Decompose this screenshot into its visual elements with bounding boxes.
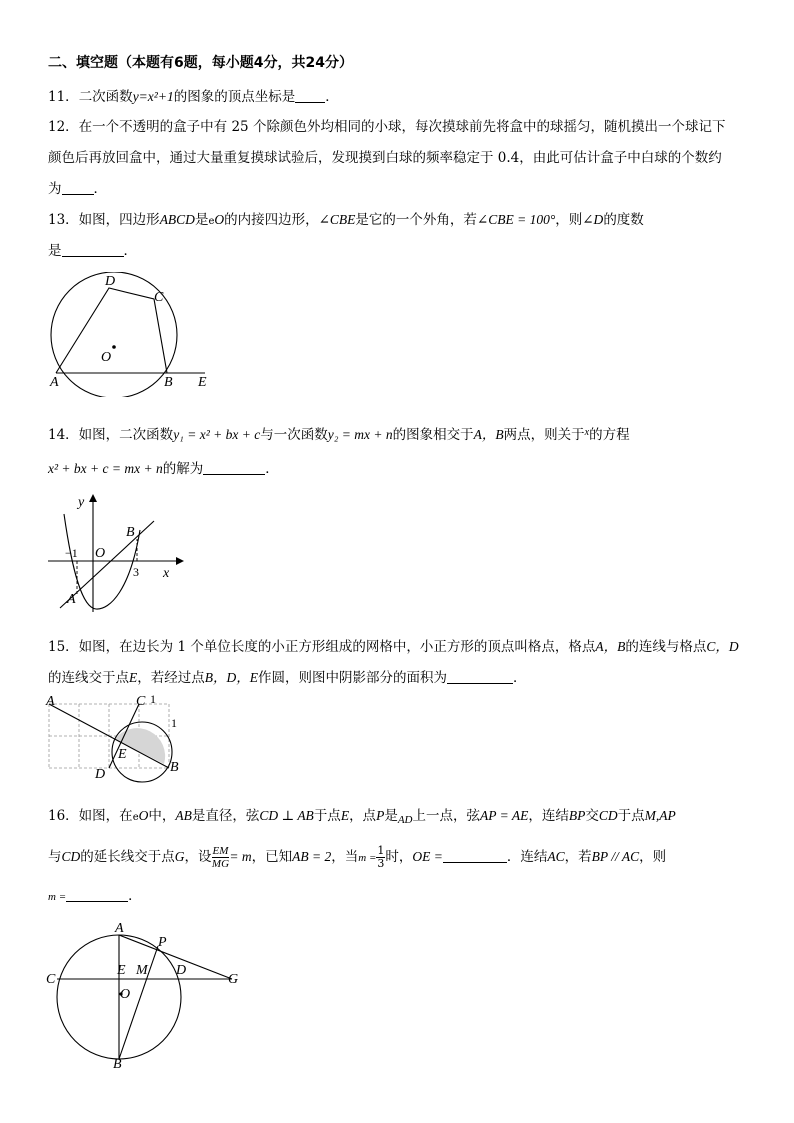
q16-oe: OE = xyxy=(412,849,443,864)
q13-angle-value: ∠CBE = 100° xyxy=(476,212,556,227)
q16-ab-value: AB = 2 xyxy=(292,849,332,864)
q13-line-2 xyxy=(48,241,137,261)
unit-label-right: 1 xyxy=(171,716,177,730)
question-11 xyxy=(48,87,339,107)
q15-figure xyxy=(44,692,194,784)
answer-blank[interactable] xyxy=(62,180,94,195)
q16-end: ． xyxy=(128,888,142,904)
point-label-d: D xyxy=(176,963,187,978)
q13-text: 13．如图，四边形 xyxy=(48,212,160,228)
point-label-a: A xyxy=(115,921,124,936)
q13-text: 是 xyxy=(194,212,209,228)
q16-line-3 xyxy=(48,886,142,907)
answer-blank[interactable] xyxy=(62,242,124,257)
q13-line-1 xyxy=(48,210,644,232)
q16-text: 是 xyxy=(384,808,398,824)
point-label-g: G xyxy=(228,972,239,987)
q15-points-cd: C，D xyxy=(706,639,739,654)
point-label-c: C xyxy=(136,694,146,709)
q16-line-2 xyxy=(48,844,666,871)
answer-blank[interactable] xyxy=(203,460,265,475)
q16-text: 于点 xyxy=(313,808,341,824)
q15-end: ． xyxy=(513,670,527,686)
q15-text: ，若经过点 xyxy=(137,670,205,686)
q13-text: 是 xyxy=(48,243,62,259)
q15-line-1 xyxy=(48,637,739,657)
point-label-d: D xyxy=(95,767,106,782)
origin-label: O xyxy=(95,546,106,561)
q13-o: O xyxy=(214,212,225,227)
answer-blank[interactable] xyxy=(295,88,325,103)
q14-text: 与一次函数 xyxy=(260,427,328,443)
q14-linear: y₂ = mx + n xyxy=(327,427,393,442)
q12-text: 为 xyxy=(48,181,62,197)
circle-symbol: e xyxy=(208,216,215,227)
point-label-b: B xyxy=(170,760,179,775)
circle-symbol: e xyxy=(132,812,139,823)
q13-text: ，则 xyxy=(555,212,583,228)
q12-line-2: 颜色后再放回盒中，通过大量重复摸球试验后，发现摸到白球的频率稳定于 0.4，由此可估计盒子中白球的个数约 xyxy=(48,150,722,166)
q16-text: 于点 xyxy=(617,808,645,824)
point-label-o: O xyxy=(120,987,131,1002)
q16-text: 是直径，弦 xyxy=(191,808,260,824)
answer-blank[interactable] xyxy=(443,848,507,863)
point-label-b: B xyxy=(164,375,173,390)
q11-text: 二次函数 xyxy=(78,89,133,105)
q14-text: 的解为 xyxy=(162,461,204,477)
tick-label-three: 3 xyxy=(133,565,139,579)
q15-text: 15．如图，在边长为 1 个单位长度的小正方形组成的网格中，小正方形的顶点叫格点，格点 xyxy=(48,639,596,655)
q16-cd: CD xyxy=(598,808,618,823)
q12-end: ． xyxy=(93,181,107,197)
q14-line-2 xyxy=(48,459,279,479)
q16-text: 时， xyxy=(385,849,413,865)
q16-text: 中， xyxy=(148,808,176,824)
q11-end: ． xyxy=(325,89,339,105)
q16-text: 16．如图，在 xyxy=(48,808,133,824)
q14-end: ． xyxy=(265,461,279,477)
q16-text: ，点 xyxy=(349,808,377,824)
q12-line-3 xyxy=(48,179,107,199)
fraction-denominator: 3 xyxy=(377,857,385,870)
q13-figure xyxy=(40,272,230,397)
tick-label-minus-one: −1 xyxy=(65,546,78,560)
axis-label-y: y xyxy=(78,495,85,510)
q13-quad: ABCD xyxy=(159,212,195,227)
q15-text: 作圆，则图中阴影部分的面积为 xyxy=(258,670,447,686)
fraction-numerator: 1 xyxy=(377,844,385,857)
q13-angle-d: ∠D xyxy=(582,212,604,227)
q16-text: ，已知 xyxy=(251,849,293,865)
q12-line-1: 12．在一个不透明的盒子中有 25 个除颜色外均相同的小球，每次摸球前先将盒中的球摇匀，随机摸出一个球记下 xyxy=(48,119,726,135)
answer-blank[interactable] xyxy=(66,887,128,902)
point-label-p: P xyxy=(158,935,167,950)
axis-label-x: x xyxy=(163,566,170,581)
point-label-a: A xyxy=(67,592,76,607)
q16-line-1 xyxy=(48,806,676,830)
point-label-m: M xyxy=(136,963,148,978)
answer-blank[interactable] xyxy=(447,669,513,684)
q15-points-ab: A，B xyxy=(595,639,626,654)
q16-text: ，设 xyxy=(184,849,212,865)
q16-figure xyxy=(42,920,252,1070)
point-label-c: C xyxy=(46,972,56,987)
point-label-o: O xyxy=(101,350,112,365)
q14-text: 的方程 xyxy=(589,427,630,443)
q14-text: 的图象相交于 xyxy=(392,427,474,443)
q15-points-bde: B，D，E xyxy=(204,670,258,685)
point-label-e: E xyxy=(118,747,127,762)
q16-cd: CD xyxy=(61,849,81,864)
q11-text-2: 的图象的顶点坐标是 xyxy=(173,89,296,105)
q16-m-eq: m = xyxy=(358,852,377,864)
q15-line-2 xyxy=(48,668,527,688)
q16-text: ，若 xyxy=(564,849,592,865)
unit-label-top: 1 xyxy=(150,692,156,706)
q13-text: 的内接四边形， xyxy=(224,212,319,228)
q16-eq-m: = m xyxy=(229,849,252,864)
q16-text: 交 xyxy=(585,808,599,824)
q14-line-1 xyxy=(48,423,630,445)
q14-figure xyxy=(44,490,184,615)
q16-text: ．连结 xyxy=(506,849,548,865)
q16-ab: AB xyxy=(175,808,192,823)
fraction-numerator: EM xyxy=(212,845,229,857)
point-label-c: C xyxy=(154,290,164,305)
q16-perp: CD ⊥ AB xyxy=(259,808,314,823)
q16-p: P xyxy=(376,808,385,823)
point-label-e: E xyxy=(198,375,207,390)
q13-angle: ∠CBE xyxy=(318,212,356,227)
point-label-b: B xyxy=(126,525,135,540)
q16-text: ，当 xyxy=(331,849,359,865)
q16-ac: AC xyxy=(547,849,565,864)
q16-parallel: BP // AC xyxy=(591,849,640,864)
point-label-a: A xyxy=(50,375,59,390)
q16-text: ，则 xyxy=(639,849,667,865)
q14-text: 两点，则关于 xyxy=(503,427,585,443)
point-label-e: E xyxy=(117,963,126,978)
q14-text: 14．如图，二次函数 xyxy=(48,427,174,443)
q15-text: 的连线交于点 xyxy=(48,670,129,686)
q16-m-ap: M,AP xyxy=(644,808,676,823)
q15-e: E xyxy=(129,670,138,685)
q16-text: ，连结 xyxy=(528,808,569,824)
point-label-d: D xyxy=(105,274,116,289)
q16-bp: BP xyxy=(568,808,586,823)
q16-text: 与 xyxy=(48,849,62,865)
q16-o: O xyxy=(138,808,149,823)
fraction-denominator: MG xyxy=(211,858,230,870)
q14-quadratic: y₁ = x² + bx + c xyxy=(173,427,261,442)
q13-text: 的度数 xyxy=(603,212,644,228)
fraction-em-mg xyxy=(212,845,230,870)
q15-text: 的连线与格点 xyxy=(625,639,707,655)
q11-function: y=x²+1 xyxy=(132,89,174,104)
section-title: 二、填空题（本题有6题，每小题4分，共24分） xyxy=(48,55,353,71)
q16-g: G xyxy=(174,849,185,864)
q16-e: E xyxy=(340,808,350,823)
q13-text: 是它的一个外角，若 xyxy=(355,212,477,228)
point-label-a: A xyxy=(46,694,55,709)
q14-equation: x² + bx + c = mx + n xyxy=(48,461,163,476)
q16-text: 上一点，弦 xyxy=(412,808,480,824)
q11-number: 11． xyxy=(48,89,79,105)
point-label-b: B xyxy=(113,1057,122,1070)
q16-text: 的延长线交于点 xyxy=(80,849,175,865)
q14-points: A，B xyxy=(473,427,504,442)
q14-x: x xyxy=(584,427,590,438)
q16-ap: AP = AE xyxy=(479,808,529,823)
q16-arc: AD xyxy=(397,814,413,826)
q16-m-eq: m = xyxy=(48,891,67,903)
q13-end: ． xyxy=(123,243,137,259)
